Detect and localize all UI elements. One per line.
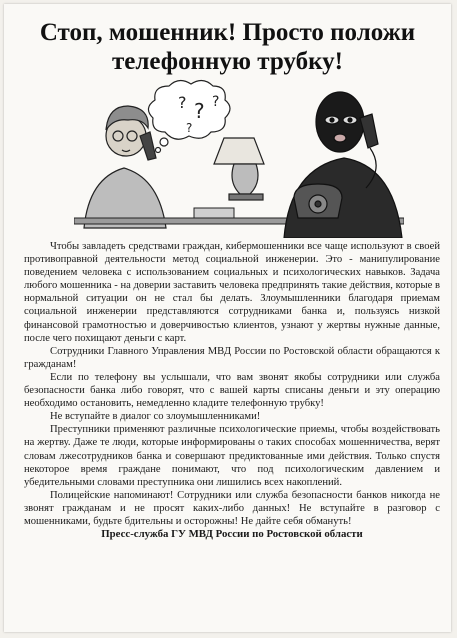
page-title <box>4 18 451 76</box>
thought-bubble-icon <box>148 80 230 152</box>
svg-text:?: ? <box>194 99 205 123</box>
table-lamp-icon <box>214 138 264 200</box>
title-line-2: телефонную трубку! <box>112 48 343 75</box>
paragraph-warning: Не вступайте в диалог со злоумышленниками! <box>50 411 261 423</box>
svg-text:?: ? <box>212 94 220 110</box>
scam-call-illustration <box>74 78 404 238</box>
svg-text:?: ? <box>178 93 187 112</box>
paragraph-appeal: Сотрудники Главного Управления МВД России по Ростовской области обращаются к гражданам! <box>24 345 440 370</box>
paragraph-techniques: Преступники применяют различные психологические приемы, чтобы воздействовать на жертву. Даже те люди, которые информированы о таких способах мошенничества, верят словам лжесотрудников банка и совершают предиктованные ими действия. Только спустя некоторое время граждане понимают, что под психологическим давлением и убедительными словами преступника они лишились всех накоплений. <box>24 424 440 488</box>
paragraph-reminder: Полицейские напоминают! Сотрудники или служба безопасности банков никогда не звонят гражданам и не просят каких-либо данных! Не вступайте в разговор с мошенниками, будьте бдительны и осторожны! Не дайте себя обмануть! <box>24 489 440 527</box>
rotary-phone-icon <box>294 184 342 218</box>
paragraph-advice: Если по телефону вы услышали, что вам звонят якобы сотрудники или служба безопасности банка либо говорят, что с вашей карты списаны деньги и эту операцию необходимо остановить, немедленно кладите телефонную трубку! <box>24 371 440 410</box>
article-body <box>24 240 440 541</box>
leaflet-page <box>4 4 451 632</box>
desk-box <box>194 208 234 218</box>
signature: Пресс-служба ГУ МВД России по Ростовской области <box>101 528 363 541</box>
title-line-1: Стоп, мошенник! Просто положи <box>39 19 416 46</box>
svg-text:?: ? <box>186 121 193 135</box>
paragraph-intro: Чтобы завладеть средствами граждан, кибермошенники все чаще используют в своей противоправной деятельности метод социальной инженерии. Это - манипулирование поведением человека с использованием социальных и психологических навыков. Задача любого мошенника - на доверии заставить человека предпринять такие действия, которые в нормальной ситуации он не стал бы делать. Злоумышленники благодаря приемам социальной инженерии представляются сотрудниками банка и, пользуясь низкой финансовой грамотностью и доверчивостью клиентов, узнают у жертвы нужные данные, после чего похищают деньги с карт. <box>24 241 440 344</box>
